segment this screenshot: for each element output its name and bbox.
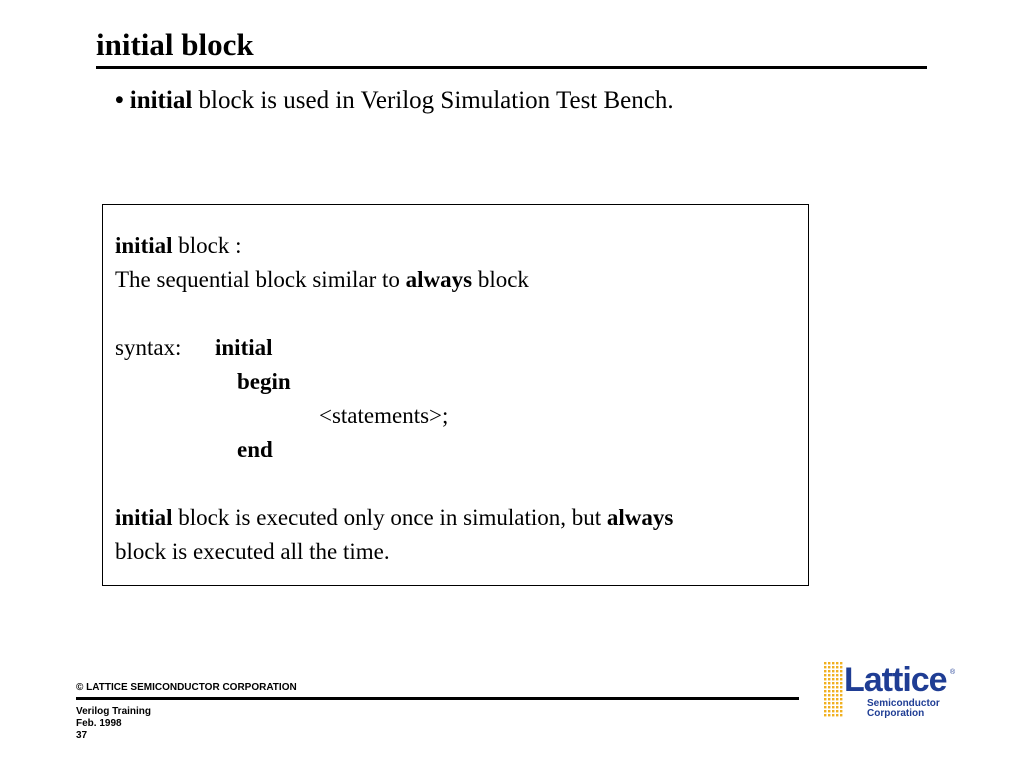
logo-wordmark: Lattice <box>844 661 947 699</box>
syntax-end-line <box>237 435 273 465</box>
box-note-keyword-initial: initial <box>115 505 173 530</box>
box-note-keyword-always: always <box>606 505 674 530</box>
footer-divider <box>76 697 799 700</box>
syntax-label: syntax: <box>115 335 182 360</box>
bullet-marker: • <box>115 87 124 114</box>
logo-registered-mark: ® <box>950 669 956 676</box>
box-note-line <box>115 503 673 533</box>
footer-date: Feb. 1998 <box>76 718 122 729</box>
box-heading-keyword: initial <box>115 233 173 258</box>
syntax-begin-keyword: begin <box>237 369 291 394</box>
syntax-begin-line <box>237 367 291 397</box>
bullet-point <box>115 84 674 118</box>
box-note-text: block is executed only once in simulation, but <box>172 505 607 530</box>
footer-course: Verilog Training <box>76 706 152 717</box>
box-heading-line <box>115 231 242 261</box>
box-description-text: The sequential block similar to <box>115 267 406 292</box>
syntax-statements-line <box>319 401 448 431</box>
syntax-initial-keyword: initial <box>215 335 273 360</box>
box-description-keyword: always <box>405 267 473 292</box>
syntax-statements-text: <statements>; <box>319 403 449 428</box>
box-description-line <box>115 265 529 295</box>
logo-subtitle-semiconductor: Semiconductor <box>867 698 940 709</box>
logo-subtitle-corporation: Corporation <box>867 708 925 719</box>
bullet-keyword: initial <box>129 87 193 114</box>
page-title: initial block <box>96 27 254 62</box>
box-heading-text: block : <box>172 233 242 258</box>
box-note-line-2 <box>115 537 390 567</box>
syntax-line <box>115 333 181 363</box>
syntax-box <box>102 204 809 586</box>
footer-page-number: 37 <box>76 730 88 741</box>
logo-dot-grid-icon <box>823 661 845 717</box>
lattice-logo <box>823 661 963 717</box>
box-note-text-2: block is executed all the time. <box>115 539 390 564</box>
syntax-initial-line <box>215 333 273 363</box>
bullet-text: block is used in Verilog Simulation Test Bench. <box>192 87 674 114</box>
footer-copyright: © LATTICE SEMICONDUCTOR CORPORATION <box>76 682 297 693</box>
syntax-end-keyword: end <box>237 437 273 462</box>
box-description-tail: block <box>472 267 529 292</box>
title-divider <box>96 66 927 69</box>
